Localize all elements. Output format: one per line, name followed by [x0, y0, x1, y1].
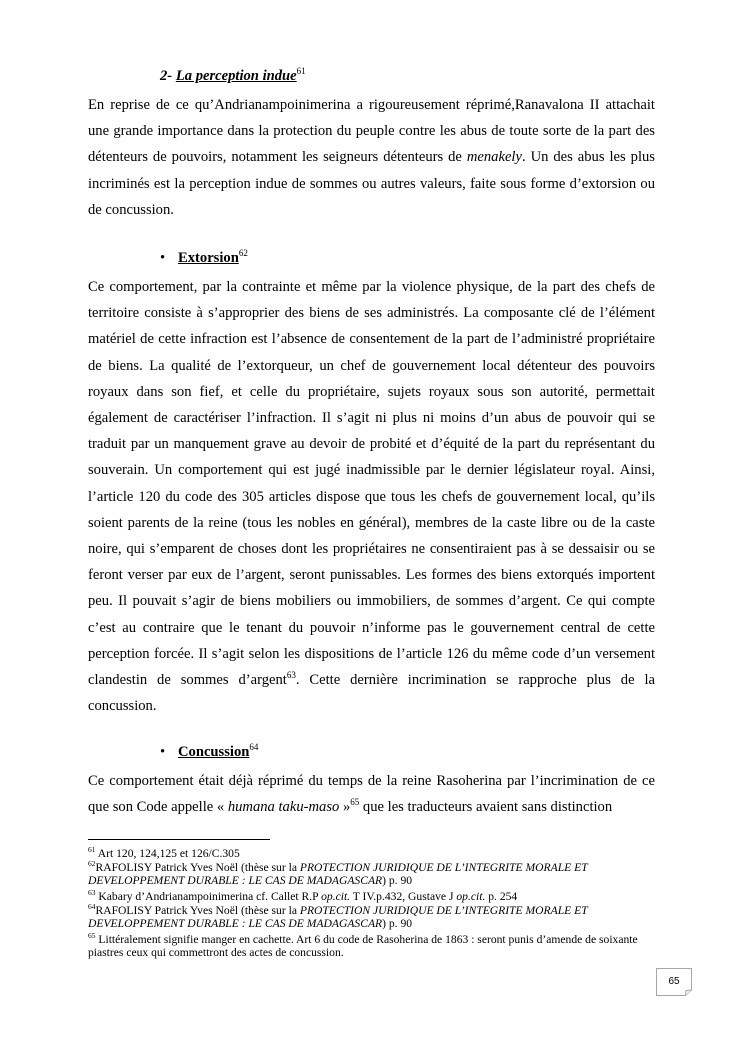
extorsion-heading	[160, 250, 248, 267]
bullet-icon: •	[160, 744, 166, 760]
footnote-ref-63[interactable]: 63	[286, 670, 296, 681]
extorsion-title: Extorsion	[178, 250, 239, 266]
concussion-paragraph: Ce comportement était déjà réprimé du temps de la reine Rasoherina par l’incrimination de ce que son Code appelle « humana taku-maso »$^{65}$ que les traducteurs avaient sans distinction	[88, 773, 655, 816]
bullet-icon: •	[160, 250, 166, 266]
footnote-ref-65[interactable]: 65	[350, 797, 360, 808]
section-title: La perception indue	[175, 68, 297, 84]
footnote-separator	[88, 839, 270, 840]
extorsion-paragraph: Ce comportement, par la contrainte et même par la violence physique, de la part des chefs de territoire consiste à s’approprier des biens de ses administrés. La composante clé de l’élément matériel de cette infraction est l’absence de consentement de la part de l’administré propriétaire de biens. La qualité de l’extorqueur, un chef de gouvernement local détenteur des pouvoirs royaux dans son fief, et celle du propriétaire, sujets royaux sous son autorité, permettait également de caractériser l’infraction. Il s’agit ni plus ni moins d’un abus de pouvoir qui se traduit par un manquement grave au devoir de probité et d’équité de la part du représentant du souverain. Un comportement qui est jugé inadmissible par le dernier législateur royal. Ainsi, l’article 120 du code des 305 articles dispose que tous les chefs de gouvernement local, qu’ils soient parents de la reine (tous les nobles en général), membres de la caste libre ou de la caste noire, qui s’emparent de choses dont les propriétaires ne consentiraient pas à se dessaisir ou se feront verser par eux de l’argent, seront punissables. Les formes des biens extorqués importent peu. Il pouvait s’agir de biens mobiliers ou immobiliers, de sommes d’argent. Ce qui compte c’est au contraire que le tenant du pouvoir n’informe pas le gouvernement central de cette perception forcée. Il s’agit selon les dispositions de l’article 126 du même code d’un versement clandestin de sommes d’argent$^{63}$. Cette dernière incrimination se rapproche plus de la concussion.	[88, 279, 655, 715]
footnote-63: $^{63}$ Kabary d’Andrianampoinimerina cf. Callet R.P op.cit. T IV.p.432, Gustave J op.cit. p. 254	[88, 888, 518, 903]
page-number-box	[656, 968, 692, 996]
footnote-ref-61[interactable]: 61	[296, 66, 306, 77]
concussion-title: Concussion	[178, 744, 250, 760]
footnote-64: $^{64}$RAFOLISY Patrick Yves Noël (thèse sur la PROTECTION JURIDIQUE DE L’INTEGRITE MORALE ET DEVELOPPEMENT DURABLE : LE CAS DE MADAGASCAR) p. 90	[88, 902, 588, 930]
section-number: 2-	[160, 68, 173, 84]
footnote-61: $^{61}$ Art 120, 124,125 et 126/C.305	[88, 845, 240, 860]
section-heading	[160, 68, 306, 85]
page-number: 65	[668, 976, 680, 987]
footnote-62: $^{62}$RAFOLISY Patrick Yves Noël (thèse sur la PROTECTION JURIDIQUE DE L’INTEGRITE MORALE ET DEVELOPPEMENT DURABLE : LE CAS DE MADAGASCAR) p. 90	[88, 859, 588, 887]
footnote-65: $^{65}$ Littéralement signifie manger en cachette. Art 6 du code de Rasoherina de 1863 : seront punis d’amende de soixante piastres ceux qui commettront des actes de concussion.	[88, 931, 638, 959]
intro-paragraph: En reprise de ce qu’Andrianampoinimerina a rigoureusement réprimé,Ranavalona II attachait une grande importance dans la protection du peuple contre les abus de toute sorte de la part des détenteurs de pouvoirs, notamment les seigneurs détenteurs de menakely. Un des abus les plus incriminés est la perception indue de sommes ou autres valeurs, faite sous forme d’extorsion ou de concussion.	[88, 97, 655, 218]
concussion-heading	[160, 744, 258, 761]
footnote-ref-62[interactable]: 62	[238, 248, 248, 259]
footnote-ref-64[interactable]: 64	[249, 742, 259, 753]
